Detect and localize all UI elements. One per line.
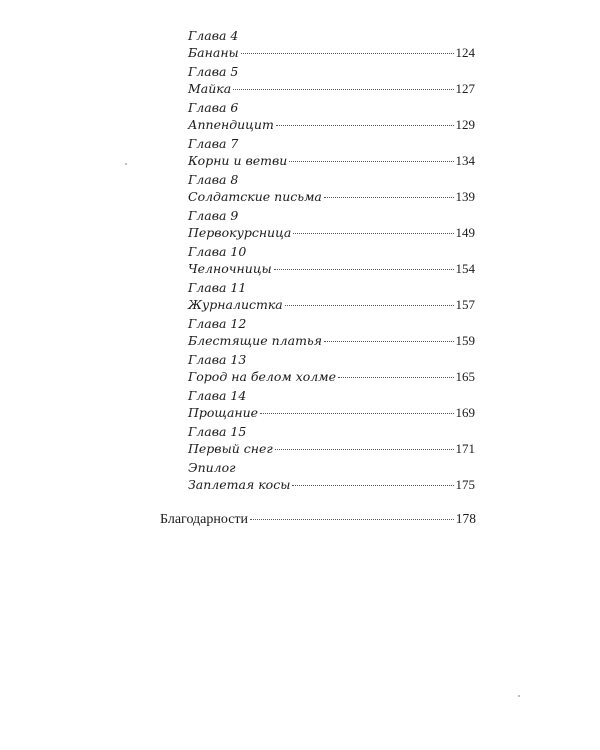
chapter-title: Первый снег xyxy=(188,441,273,456)
toc-line xyxy=(188,188,475,206)
chapter-label: Глава 4 xyxy=(188,28,239,43)
chapter-label: Глава 7 xyxy=(188,136,239,151)
chapter-label: Глава 14 xyxy=(188,388,247,403)
acknowledgements-entry xyxy=(160,510,476,529)
dot-leader xyxy=(324,341,453,342)
dot-leader xyxy=(289,161,453,162)
toc-line xyxy=(160,510,476,529)
toc-line xyxy=(188,44,475,62)
chapter-title: Майка xyxy=(188,81,232,96)
page-number: 169 xyxy=(455,405,475,420)
chapter-title: Заплетая косы xyxy=(188,477,291,492)
page-number: 124 xyxy=(455,45,475,60)
dot-leader xyxy=(338,377,453,378)
page-number: 127 xyxy=(455,81,475,96)
chapter-title: Бананы xyxy=(188,45,239,60)
toc-entry xyxy=(188,28,475,64)
toc-line xyxy=(188,368,475,386)
chapter-title: Блестящие платья xyxy=(188,333,323,348)
dot-leader xyxy=(241,53,454,54)
chapter-label: Глава 12 xyxy=(188,316,247,331)
chapter-title: Первокурсница xyxy=(188,225,292,240)
toc-line xyxy=(188,332,475,350)
chapter-label: Глава 13 xyxy=(188,352,247,367)
page-number: 175 xyxy=(455,477,475,492)
page-number: 154 xyxy=(455,261,475,276)
chapter-label: Глава 11 xyxy=(188,280,247,295)
page-number: 134 xyxy=(455,153,475,168)
toc-entry xyxy=(188,64,475,100)
dot-leader xyxy=(293,233,453,234)
chapter-label: Глава 6 xyxy=(188,100,239,115)
dot-leader xyxy=(276,125,454,126)
toc-entry xyxy=(188,208,475,244)
chapter-label: Глава 10 xyxy=(188,244,247,259)
page-number: 157 xyxy=(455,297,475,312)
dot-leader xyxy=(285,305,454,306)
page-number: 159 xyxy=(455,333,475,348)
page-number: 139 xyxy=(455,189,475,204)
toc-entry xyxy=(188,316,475,352)
dot-leader xyxy=(250,519,454,520)
chapter-title: Челночницы xyxy=(188,261,272,276)
toc-entry xyxy=(188,460,475,496)
toc-line xyxy=(188,152,475,170)
dot-leader xyxy=(324,197,454,198)
dot-leader xyxy=(292,485,453,486)
chapter-label: Глава 8 xyxy=(188,172,239,187)
toc-entry xyxy=(188,172,475,208)
toc-entry xyxy=(188,352,475,388)
dot-leader xyxy=(274,269,454,270)
toc-line xyxy=(188,440,475,458)
chapter-title: Солдатские письма xyxy=(188,189,322,204)
dot-leader xyxy=(260,413,453,414)
page-number: 129 xyxy=(455,117,475,132)
page-number: 149 xyxy=(455,225,475,240)
toc-line xyxy=(188,476,475,494)
page-number: 165 xyxy=(455,369,475,384)
toc-entry xyxy=(188,136,475,172)
toc-line xyxy=(188,260,475,278)
toc-entry xyxy=(188,244,475,280)
toc-line xyxy=(188,404,475,422)
chapter-label: Эпилог xyxy=(188,460,236,475)
toc-entry xyxy=(188,388,475,424)
toc-entry xyxy=(188,100,475,136)
acknowledgements-title: Благодарности xyxy=(160,512,249,527)
toc-line xyxy=(188,296,475,314)
chapter-title: Город на белом холме xyxy=(188,369,337,384)
chapter-title: Прощание xyxy=(188,405,259,420)
page-number: 178 xyxy=(455,511,476,526)
toc-line xyxy=(188,224,475,242)
chapter-label: Глава 5 xyxy=(188,64,239,79)
toc-entry xyxy=(188,280,475,316)
table-of-contents xyxy=(188,28,475,496)
page-number: 171 xyxy=(455,441,475,456)
dot-leader xyxy=(275,449,454,450)
toc-entry xyxy=(188,424,475,460)
chapter-title: Аппендицит xyxy=(188,117,274,132)
chapter-title: Корни и ветви xyxy=(188,153,288,168)
scan-speck xyxy=(518,695,520,697)
chapter-title: Журналистка xyxy=(188,297,283,312)
chapter-label: Глава 15 xyxy=(188,424,247,439)
chapter-label: Глава 9 xyxy=(188,208,239,223)
scan-speck xyxy=(125,163,127,165)
toc-line xyxy=(188,116,475,134)
dot-leader xyxy=(233,89,453,90)
toc-line xyxy=(188,80,475,98)
